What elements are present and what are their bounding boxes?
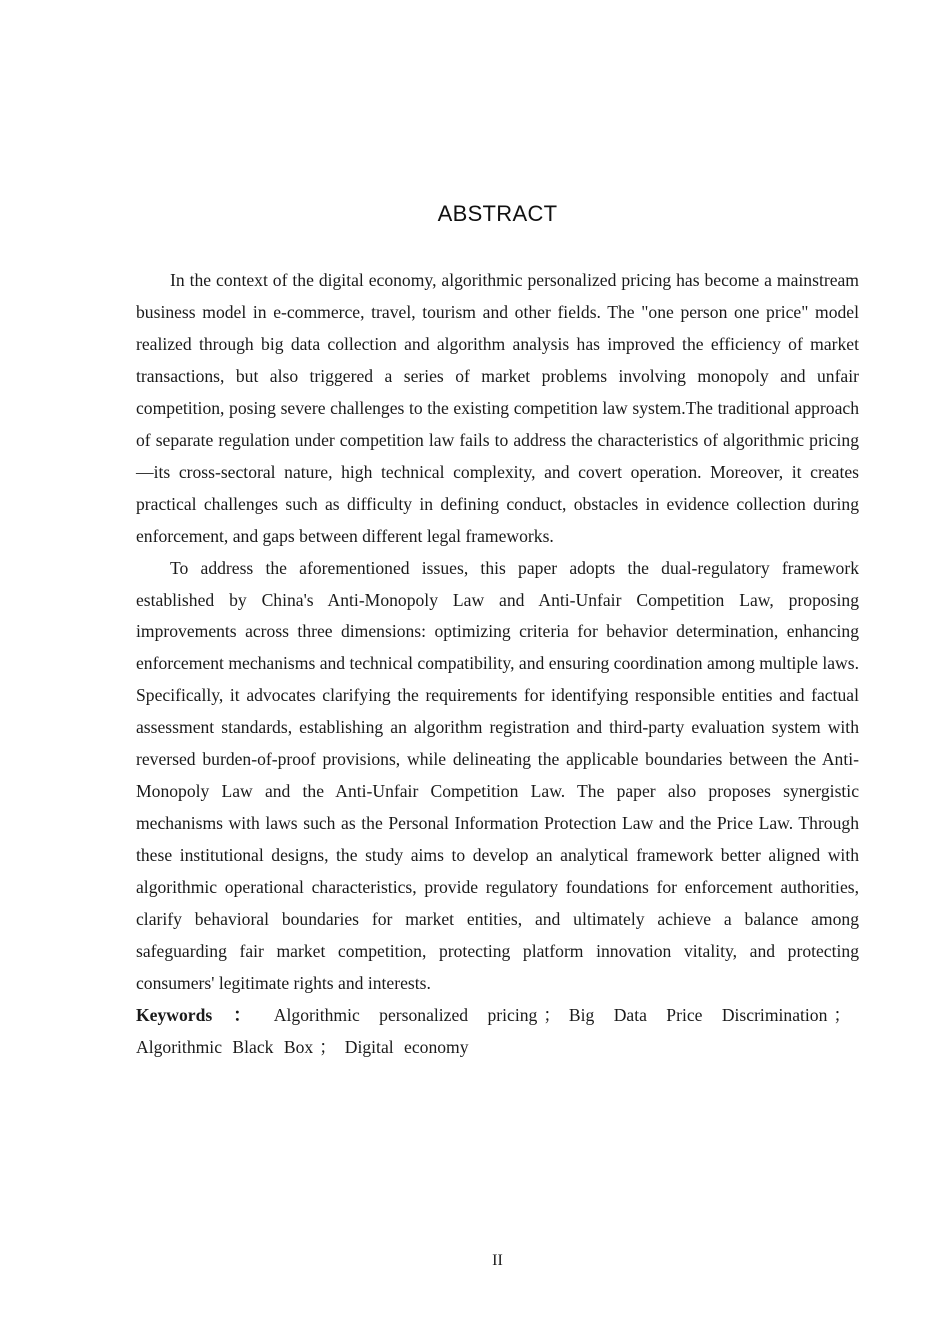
abstract-body [136, 265, 859, 1064]
abstract-paragraph-2: To address the aforementioned issues, this paper adopts the dual-regulatory framework established by China's Anti-Monopoly Law and Anti-Unfair Competition Law, proposing improvements across three dimensions: optimizing criteria for behavior determination, enhancing enforcement mechanisms and technical compatibility, and ensuring coordination among multiple laws. Specifically, it advocates clarifying the requirements for identifying responsible entities and factual assessment standards, establishing an algorithm registration and third-party evaluation system with reversed burden-of-proof provisions, while delineating the applicable boundaries between the Anti-Monopoly Law and the Anti-Unfair Competition Law. The paper also proposes synergistic mechanisms with laws such as the Personal Information Protection Law and the Price Law. Through these institutional designs, the study aims to develop an analytical framework better aligned with algorithmic operational characteristics, provide regulatory foundations for enforcement authorities, clarify behavioral boundaries for market entities, and ultimately achieve a balance among safeguarding fair market competition, protecting platform innovation vitality, and protecting consumers' legitimate rights and interests. [136, 557, 859, 993]
keyword-item: Algorithmic Black Box [136, 1036, 314, 1057]
keyword-separator: ； [543, 1004, 561, 1025]
keyword-item: Big Data Price Discrimination [568, 1004, 828, 1025]
keyword-item: Digital economy [344, 1036, 469, 1057]
keyword-item: Algorithmic personalized pricing [273, 1004, 538, 1025]
abstract-paragraph-1: In the context of the digital economy, algorithmic personalized pricing has become a mainstream business model in e-commerce, travel, tourism and other fields. The "one person one price" model realized through big data collection and algorithm analysis has improved the efficiency of market transactions, but also triggered a series of market problems involving monopoly and unfair competition, posing severe challenges to the existing competition law system.The traditional approach of separate regulation under competition law fails to address the characteristics of algorithmic pricing—its cross-sectoral nature, high technical complexity, and covert operation. Moreover, it creates practical challenges such as difficulty in defining conduct, obstacles in evidence collection during enforcement, and gaps between different legal frameworks. [136, 270, 859, 546]
keyword-separator: ； [833, 1004, 851, 1025]
abstract-heading: ABSTRACT [437, 201, 558, 226]
keywords-label: Keywords [136, 1004, 213, 1025]
page-number: II [492, 1252, 503, 1269]
keywords-line [136, 1000, 859, 1064]
keyword-separator: ； [319, 1036, 337, 1057]
keywords-colon: ： [224, 1004, 260, 1025]
